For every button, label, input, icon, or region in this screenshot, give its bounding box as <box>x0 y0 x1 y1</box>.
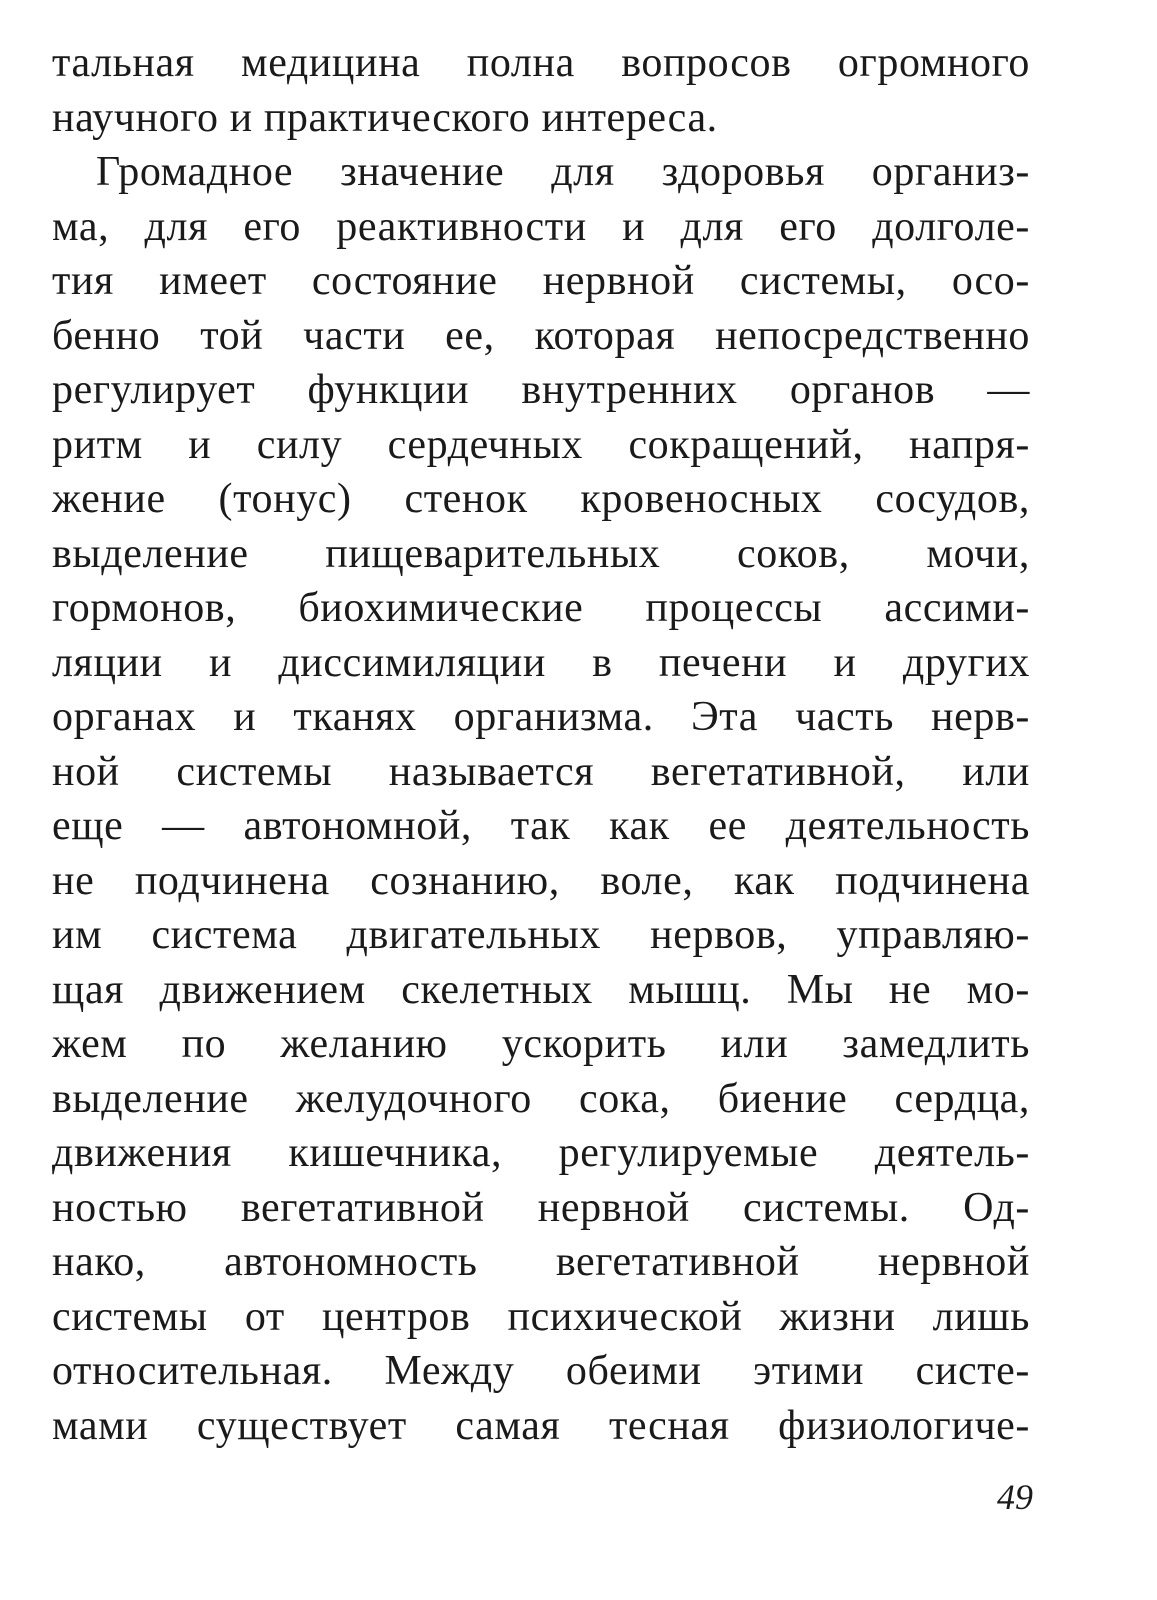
text-line: бенно той части ее, которая непосредственно <box>52 312 1030 359</box>
text-line: им система двигательных нервов, управляю- <box>52 912 1030 958</box>
text-line: мами существует самая тесная физиологиче- <box>52 1402 1030 1449</box>
text-line: Громадное значение для здоровья организ- <box>96 149 1030 195</box>
text-line: тия имеет состояние нервной системы, осо- <box>52 258 1030 304</box>
text-line: тальная медицина полна вопросов огромного <box>52 40 1030 86</box>
text-line: ностью вегетативной нервной системы. Од- <box>52 1184 1030 1231</box>
text-line: относительная. Между обеими этими систе- <box>52 1348 1030 1394</box>
body-text <box>52 36 1030 1453</box>
text-line: еще — автономной, так как ее деятельность <box>52 803 1030 849</box>
text-line: жем по желанию ускорить или замедлить <box>52 1021 1030 1067</box>
text-line: жение (тонус) стенок кровеносных сосудов, <box>52 476 1030 522</box>
text-line: выделение пищеварительных соков, мочи, <box>52 530 1030 577</box>
text-line: движения кишечника, регулируемые деятель- <box>52 1130 1030 1176</box>
page-number: 49 <box>997 1477 1033 1517</box>
text-line: гормонов, биохимические процессы ассими- <box>52 585 1030 631</box>
text-line: не подчинена сознанию, воле, как подчинена <box>52 857 1030 904</box>
text-line: нако, автономность вегетативной нервной <box>52 1239 1030 1285</box>
text-line: органах и тканях организма. Эта часть нерв- <box>52 694 1030 740</box>
text-line: выделение желудочного сока, биение сердца, <box>52 1075 1030 1122</box>
text-line: ной системы называется вегетативной, или <box>52 748 1030 795</box>
text-line: щая движением скелетных мышц. Мы не мо- <box>52 966 1030 1013</box>
text-line: научного и практического интереса. <box>52 94 718 141</box>
text-line: регулирует функции внутренних органов — <box>52 367 1030 413</box>
text-line: ритм и силу сердечных сокращений, напря- <box>52 421 1030 468</box>
text-line: ляции и диссимиляции в печени и других <box>52 639 1030 686</box>
text-line: системы от центров психической жизни лишь <box>52 1293 1030 1340</box>
text-line: ма, для его реактивности и для его долголе- <box>52 203 1030 250</box>
